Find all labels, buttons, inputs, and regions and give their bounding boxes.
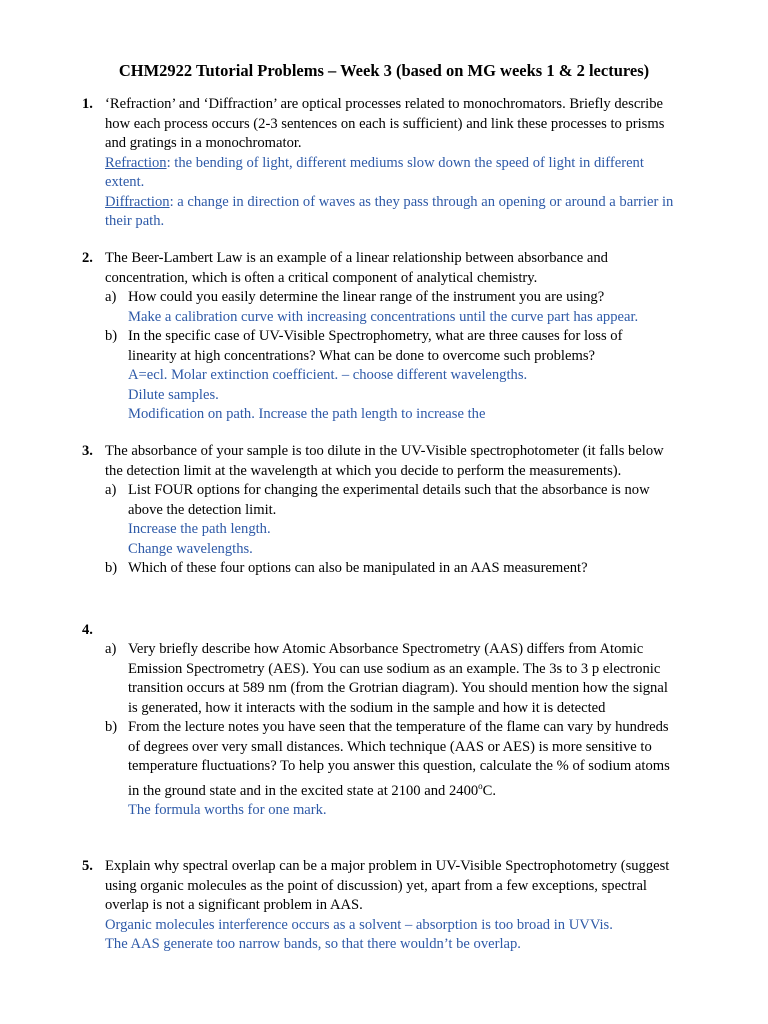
- term-refraction: Refraction: [105, 154, 167, 171]
- subquestion-text: is generated, how it interacts with the sodium in the sample and how it is detected: [128, 699, 606, 716]
- degree-superscript: o: [478, 780, 483, 791]
- question-text: The Beer-Lambert Law is an example of a linear relationship between absorbance and: [105, 250, 608, 266]
- question-3: [82, 442, 712, 579]
- subquestion-text: of degrees over very small distances. Which technique (AAS or AES) is more sensitive to: [128, 738, 652, 755]
- subquestion-label: b): [105, 719, 118, 735]
- answer-text: their path.: [105, 213, 165, 229]
- answer-refraction: Refraction: the bending of light, different mediums slow down the speed of light in different: [105, 154, 644, 171]
- question-text: the detection limit at the wavelength at which you decide to perform the measurements).: [105, 462, 622, 479]
- subquestion-text: above the detection limit.: [128, 501, 277, 518]
- answer-text: The AAS generate too narrow bands, so that there wouldn’t be overlap.: [105, 936, 521, 952]
- question-2: [82, 249, 712, 425]
- subquestion-b: [105, 559, 712, 579]
- subquestion-text: Emission Spectrometry (AES). You can use sodium as an example. The 3s to 3 p electronic: [128, 660, 661, 677]
- question-number: 2.: [82, 250, 93, 266]
- subquestion-label: a): [105, 641, 117, 657]
- question-number: 5.: [82, 858, 93, 874]
- page-title: CHM2922 Tutorial Problems – Week 3 (based on MG weeks 1 & 2 lectures): [118, 61, 650, 80]
- answer-text: Organic molecules interference occurs as a solvent – absorption is too broad in UVVis.: [105, 916, 613, 933]
- subquestion-text: In the specific case of UV-Visible Spectrophometry, what are three causes for loss of: [128, 328, 623, 344]
- question-number: 4.: [82, 622, 93, 638]
- subquestion-label: a): [105, 482, 117, 498]
- subquestion-text: transition occurs at 589 nm (from the Grotrian diagram). You should mention how the signal: [128, 680, 668, 696]
- term-diffraction: Diffraction: [105, 193, 170, 210]
- answer-diffraction: Diffraction: a change in direction of waves as they pass through an opening or around a barrier in: [105, 193, 674, 210]
- subquestion-a: [105, 640, 712, 718]
- question-text: ‘Refraction’ and ‘Diffraction’ are optical processes related to monochromators. Briefly describe: [105, 96, 663, 112]
- subquestion-text: linearity at high concentrations? What can be done to overcome such problems?: [128, 347, 595, 364]
- question-1: [82, 95, 712, 232]
- answer-text: Modification on path. Increase the path length to increase the: [128, 406, 486, 422]
- subquestion-text: temperature fluctuations? To help you answer this question, calculate the % of sodium atoms: [128, 758, 670, 774]
- question-text: The absorbance of your sample is too dilute in the UV-Visible spectrophotometer (it falls below: [105, 443, 664, 459]
- question-text: concentration, which is often a critical component of analytical chemistry.: [105, 269, 538, 286]
- question-number: 3.: [82, 443, 93, 459]
- subquestion-b: [105, 718, 712, 820]
- subquestion-text: Very briefly describe how Atomic Absorbance Spectrometry (AAS) differs from Atomic: [128, 641, 644, 657]
- subquestion-text: in the ground state and in the excited state at 2100 and 2400$^o$C.: [128, 780, 497, 799]
- question-text: overlap is not a significant problem in AAS.: [105, 897, 363, 913]
- answer-text: extent.: [105, 174, 145, 190]
- answer-text: Change wavelengths.: [128, 540, 253, 557]
- answer-text: Increase the path length.: [128, 521, 271, 537]
- question-text: using organic molecules as the point of discussion) yet, apart from a few exceptions, spectral: [105, 877, 647, 894]
- answer-text: Dilute samples.: [128, 386, 219, 403]
- subquestion-b: [105, 327, 712, 425]
- question-4: [82, 621, 712, 820]
- answer-text: The formula worths for one mark.: [128, 801, 327, 818]
- answer-text: Make a calibration curve with increasing concentrations until the curve part has appear.: [128, 308, 639, 325]
- subquestion-text: How could you easily determine the linear range of the instrument you are using?: [128, 289, 605, 305]
- subquestion-a: [105, 481, 712, 559]
- subquestion-label: a): [105, 289, 117, 305]
- subquestion-text: Which of these four options can also be manipulated in an AAS measurement?: [128, 560, 588, 576]
- subquestion-text: List FOUR options for changing the experimental details such that the absorbance is now: [128, 482, 650, 498]
- question-text: how each process occurs (2-3 sentences on each is sufficient) and link these processes to prisms: [105, 115, 665, 132]
- answer-text: A=ecl. Molar extinction coefficient. – choose different wavelengths.: [128, 367, 528, 383]
- subquestion-label: b): [105, 560, 118, 576]
- subquestion-a: [105, 288, 712, 327]
- question-number: 1.: [82, 96, 93, 112]
- subquestion-text: From the lecture notes you have seen that the temperature of the flame can vary by hundreds: [128, 719, 669, 735]
- question-text: Explain why spectral overlap can be a major problem in UV-Visible Spectrophotometry (suggest: [105, 858, 670, 874]
- question-5: [82, 857, 712, 955]
- question-text: and gratings in a monochromator.: [105, 135, 302, 151]
- subquestion-label: b): [105, 328, 118, 344]
